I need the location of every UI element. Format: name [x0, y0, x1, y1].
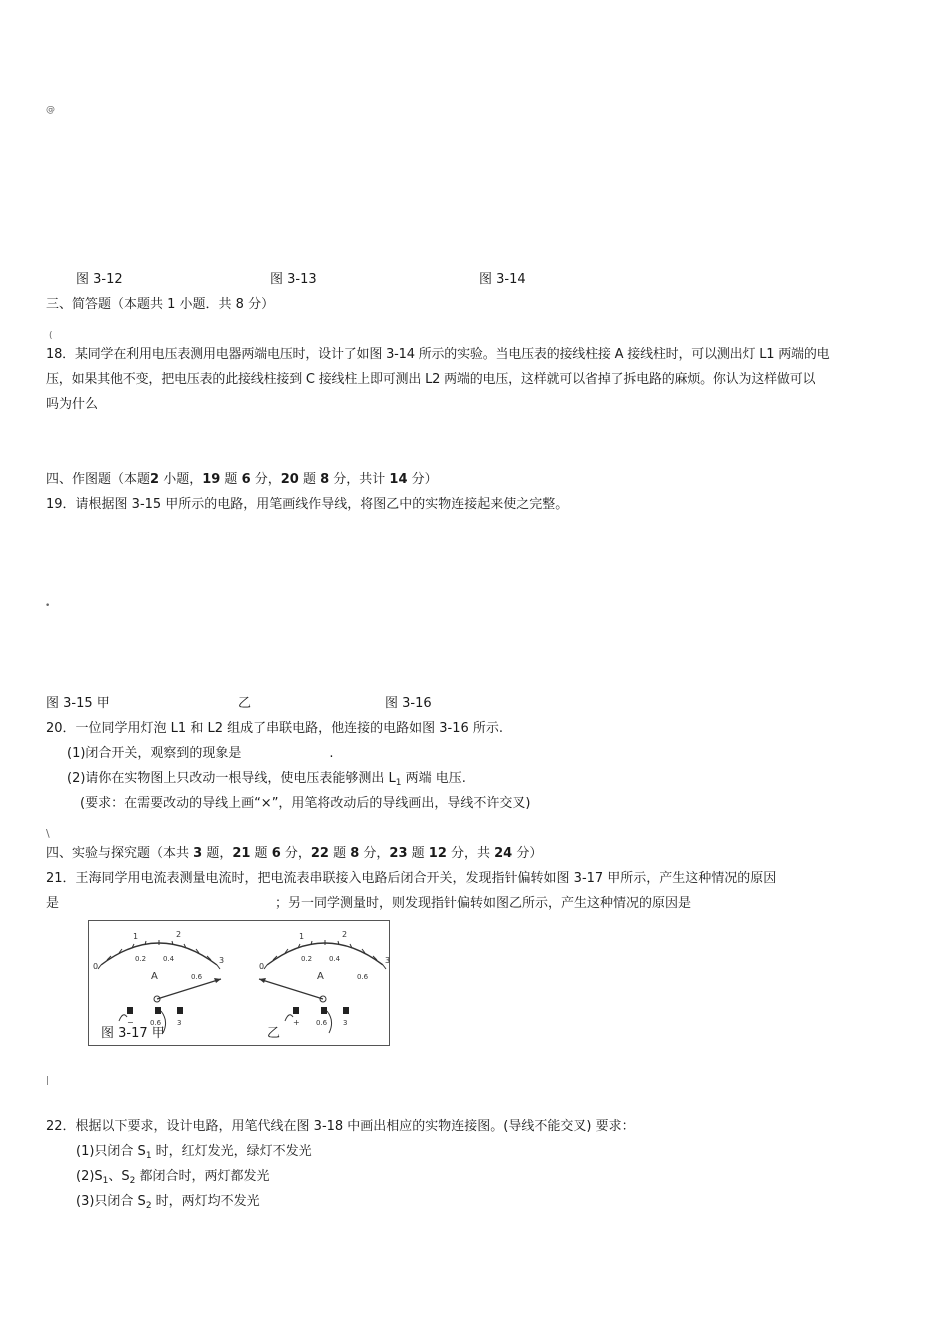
question-21-line-1: 21．王海同学用电流表测量电流时，把电流表串联接入电路后闭合开关，发现指针偏转如图 3-17 甲所示，产生这种情况的原因: [46, 871, 777, 886]
question-21-line-2: 是 ；另一同学测量时，则发现指针偏转如图乙所示，产生这种情况的原因是: [46, 896, 692, 911]
tick-label: 3: [385, 956, 391, 965]
dial-tick: [98, 965, 101, 969]
dial-arc: [267, 943, 383, 965]
figure-caption-3-16: 图 3-16: [385, 696, 432, 711]
tick-label: 0: [259, 962, 265, 971]
tick-label: 0.4: [329, 955, 341, 963]
section-heading-short-answer: 三、简答题（本题共 1 小题．共 8 分）: [46, 297, 275, 312]
terminal-label: 0.6: [316, 1019, 328, 1027]
tick-label: 0: [93, 962, 99, 971]
terminal-label: +: [293, 1018, 300, 1027]
ammeter-right: [259, 930, 390, 1033]
ammeter-left: [93, 930, 224, 1033]
question-19: 19．请根据图 3-15 甲所示的电路，用笔画线作导线，将图乙中的实物连接起来使之完整。: [46, 497, 569, 512]
question-22-requirement-1: (1)只闭合 $S_1$ 时，红灯发光，绿灯不发光: [76, 1144, 312, 1161]
needle: [157, 979, 221, 999]
dial-tick: [264, 965, 267, 969]
question-20-part-1: (1)闭合开关，观察到的现象是 .: [67, 746, 334, 761]
tick-label: 0.2: [301, 955, 313, 963]
figure-caption-3-17-b: 乙: [267, 1026, 281, 1041]
question-18-line-1: 18．某同学在利用电压表测用电器两端电压时，设计了如图 3-14 所示的实验。当电压表的接线柱接 A 接线柱时，可以测出灯 L1 两端的电: [46, 347, 830, 362]
terminal-label: 3: [177, 1019, 182, 1027]
question-22-requirement-2: $(2)S_1$、$S_2$ 都闭合时，两灯都发光: [76, 1169, 270, 1186]
question-22: 22．根据以下要求，设计电路，用笔代线在图 3-18 中画出相应的实物连接图。(导线不能交叉) 要求：: [46, 1119, 635, 1134]
dial-tick: [383, 965, 386, 969]
question-18-line-3: 吗为什么: [46, 397, 99, 412]
tick-label: 0.6: [357, 973, 369, 981]
unit-label: A: [151, 971, 158, 982]
figure-caption-3-15-a: 图 3-15 甲: [46, 696, 110, 711]
wire: [119, 1015, 127, 1021]
scan-mark: •: [45, 601, 51, 611]
figure-caption-3-15-b: 乙: [238, 696, 252, 711]
terminal-label: 0.6: [150, 1019, 162, 1027]
wire: [327, 1011, 332, 1033]
tick-label: 1: [299, 932, 305, 941]
section-heading-drawing: 四、作图题（本题2 小题，19 题 6 分，20 题 8 分，共计 14 分）: [46, 472, 438, 487]
question-22-requirement-3: (3)只闭合 $S_2$ 时，两灯均不发光: [76, 1194, 260, 1211]
terminal-block: [343, 1007, 349, 1014]
question-20: 20．一位同学用灯泡 L1 和 L2 组成了串联电路，他连接的电路如图 3-16 所示.: [46, 721, 503, 736]
question-20-requirement: (要求：在需要改动的导线上画“×”，用笔将改动后的导线画出，导线不许交叉): [80, 796, 531, 811]
tick-label: 2: [342, 930, 348, 939]
dial-arc: [101, 943, 217, 965]
dial-tick: [217, 965, 220, 969]
figure-caption-3-14: 图 3-14: [479, 272, 526, 287]
figure-caption-3-13: 图 3-13: [270, 272, 317, 287]
unit-label: A: [317, 971, 324, 982]
scan-mark: |: [46, 1076, 50, 1086]
terminal-block: [127, 1007, 133, 1014]
scan-mark: \: [46, 827, 50, 840]
tick-label: 0.6: [191, 973, 203, 981]
tick-label: 0.2: [135, 955, 147, 963]
figure-caption-3-17-a: 图 3-17 甲: [101, 1026, 165, 1041]
section-heading-experiments: 四、实验与探究题（本共 3 题，21 题 6 分，22 题 8 分，23 题 12 分，共 24 分）: [46, 846, 543, 861]
tick-label: 2: [176, 930, 182, 939]
terminal-block: [293, 1007, 299, 1014]
tick-label: 3: [219, 956, 225, 965]
tick-label: 1: [133, 932, 139, 941]
question-18-line-2: 压，如果其他不变，把电压表的此接线柱接到 C 接线柱上即可测出 L2 两端的电压，这样就可以省掉了拆电路的麻烦。你认为这样做可以: [46, 372, 816, 387]
needle: [259, 979, 323, 999]
terminal-block: [321, 1007, 327, 1014]
wire: [285, 1015, 293, 1021]
terminal-label: 3: [343, 1019, 348, 1027]
tick-label: 0.4: [163, 955, 175, 963]
terminal-block: [177, 1007, 183, 1014]
question-20-part-2: (2)请你在实物图上只改动一根导线，使电压表能够测出 $L_1$ 两端 电压.: [67, 771, 466, 788]
scan-mark: (: [49, 331, 53, 341]
scan-mark: @: [46, 105, 55, 115]
terminal-block: [155, 1007, 161, 1014]
figure-3-17-ammeters: [88, 920, 390, 1046]
figure-caption-3-12: 图 3-12: [76, 272, 123, 287]
terminal-label: −: [127, 1018, 134, 1027]
